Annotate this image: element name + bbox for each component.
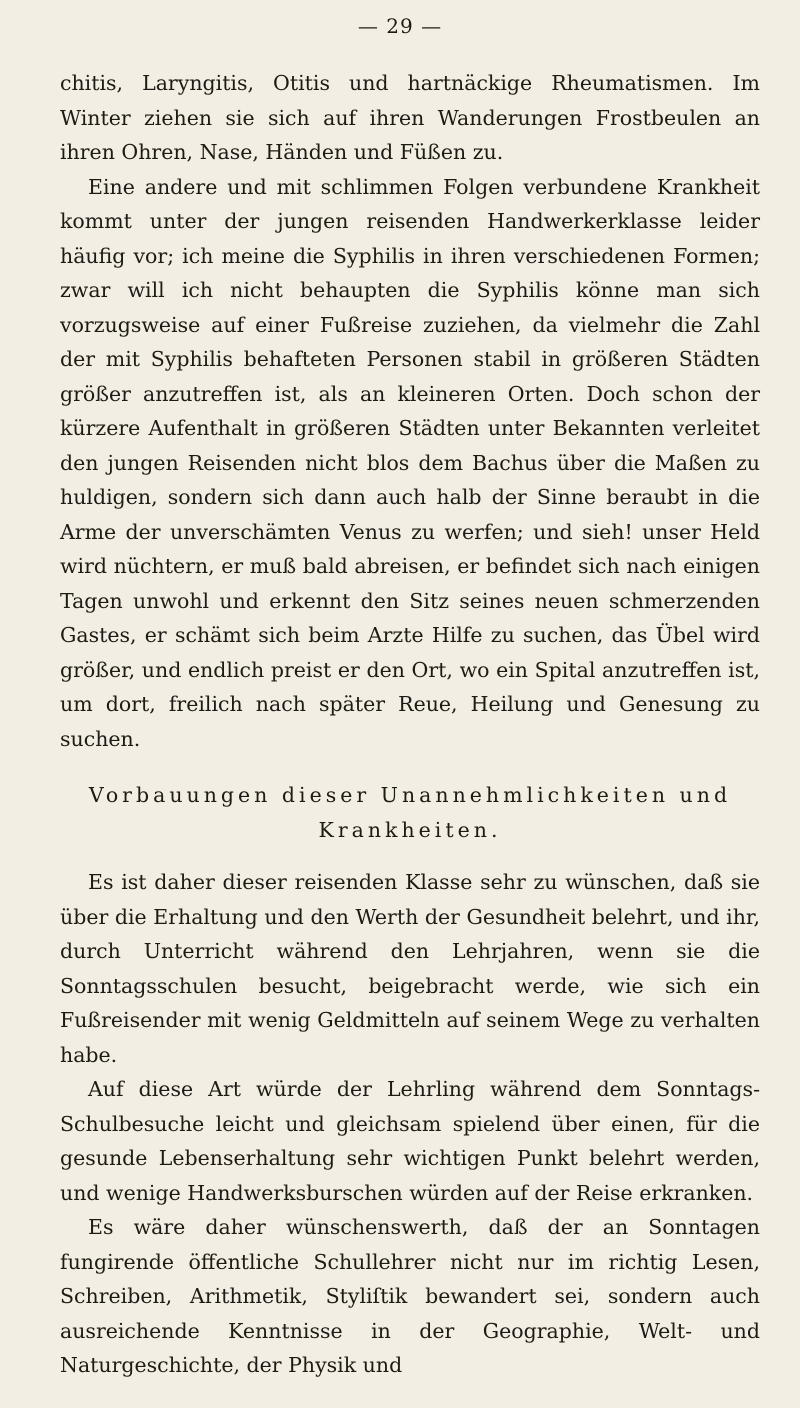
page-number: — 29 — <box>357 14 443 38</box>
paragraph-teacher: Es wäre daher wünschenswerth, daß der an Sonntagen fungirende öffentliche Schullehrer nicht nur im richtig Lesen, Schreiben, Arithmetik, Styliſtik bewandert sei, sondern auch ausreichende Kenntnisse in der Geographie, Welt- und Naturgeschichte, der Physik und <box>60 1215 760 1377</box>
paragraph-education: Es ist daher dieser reisenden Klasse sehr zu wünschen, daß sie über die Erhaltung und den Werth der Gesundheit belehrt, und ihr, durch Unterricht während den Lehrjahren, wenn sie die Sonntagsschulen besucht, beigebracht werde, wie sich ein Fußreisender mit wenig Geldmitteln auf seinem Wege zu verhalten habe. <box>60 870 760 1067</box>
section-heading-line-1: Vorbauungen dieser Unannehmlichkeiten und <box>88 783 732 807</box>
paragraph-sunday-school: Auf diese Art würde der Lehrling während dem Sonntags-Schulbesuche leicht und gleichsam spielend über einen, für die gesunde Lebenserhaltung sehr wichtigen Punkt belehrt werden, und wenige Handwerksburschen würden auf der Reise erkranken. <box>60 1077 760 1205</box>
section-heading <box>60 778 760 847</box>
paragraph-syphilis: Eine andere und mit schlimmen Folgen verbundene Krankheit kommt unter der jungen reisenden Handwerkerklasse leider häufig vor; ich meine die Syphilis in ihren verschiedenen Formen; zwar will ich nicht behaupten die Syphilis könne man sich vorzugsweise auf einer Fußreise zuziehen, da vielmehr die Zahl der mit Syphilis behafteten Personen stabil in größeren Städten größer anzutreffen ist, als an kleineren Orten. Doch schon der kürzere Aufenthalt in größeren Städten unter Bekannten verleitet den jungen Reisenden nicht blos dem Bachus über die Maßen zu huldigen, sondern sich dann auch halb der Sinne beraubt in die Arme der unverschämten Venus zu werfen; und sieh! unser Held wird nüchtern, er muß bald abreisen, er befindet sich nach einigen Tagen unwohl und erkennt den Sitz seines neuen schmerzenden Gastes, er schämt sich beim Arzte Hilfe zu suchen, das Übel wird größer, und endlich preist er den Ort, wo ein Spital anzutreffen ist, um dort, freilich nach später Reue, Heilung und Genesung zu suchen. <box>60 174 760 751</box>
paragraph-continuation: chitis, Laryngitis, Otitis und hartnäckige Rheumatismen. Im Winter ziehen sie sich auf ihren Wanderungen Frostbeulen an ihren Ohren, Nase, Händen und Füßen zu. <box>60 71 760 164</box>
section-heading-line-2: Krankheiten. <box>318 817 502 842</box>
body-text <box>60 66 760 1383</box>
